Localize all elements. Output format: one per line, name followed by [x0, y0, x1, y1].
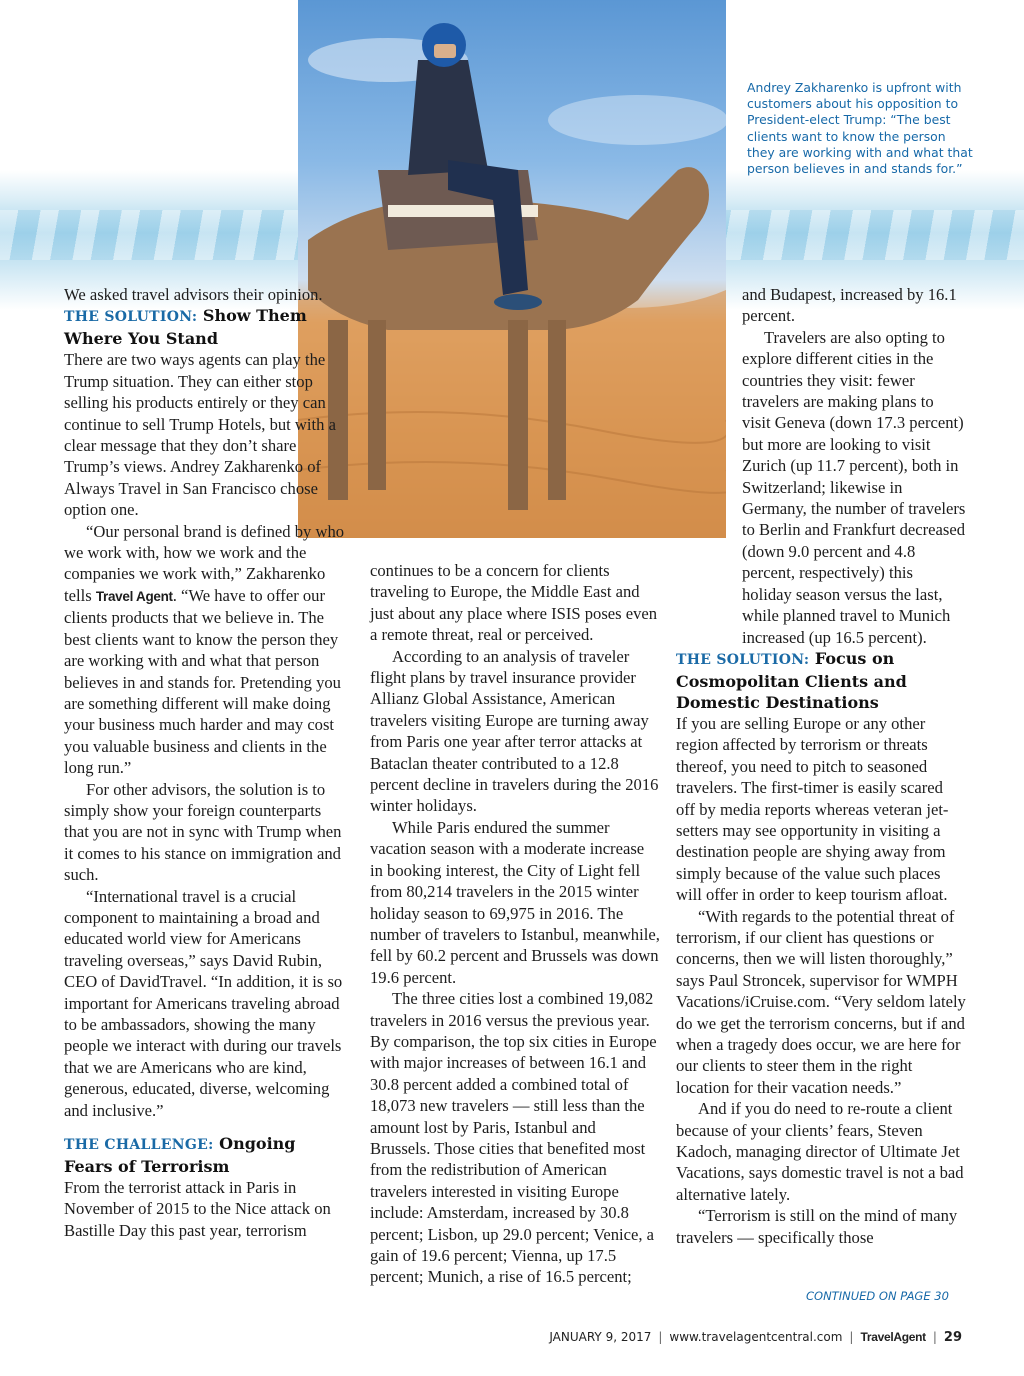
page-number: 29: [943, 1330, 962, 1345]
section-heading-cosmopolitan: THE SOLUTION: Focus on Cosmopolitan Clients and Domestic Destinations: [676, 648, 907, 712]
column-2: [370, 560, 660, 1288]
travel-agent-brand: Travel Agent: [95, 588, 173, 604]
paragraph: For other advisors, the solution is to simply show your foreign counterparts that you are not in sync with Trump when it comes to his stance on immigration and such.: [64, 779, 342, 885]
paragraph: “International travel is a crucial component to maintaining a broad and educated world view for Americans traveling overseas,” says David Rubin, CEO of DavidTravel. “In addition, it is so important for Americans traveling abroad to be ambassadors, showing the many people we interact with during our travels that we are Americans who are kind, generous, educated, diverse, welcoming and inclusive.”: [64, 886, 343, 1120]
page-footer: JANUARY 9, 2017 | www.travelagentcentral.com | TravelAgent | 29: [549, 1330, 962, 1345]
paragraph: “Terrorism is still on the mind of many travelers — specifically those: [676, 1206, 958, 1247]
continued-on-page: CONTINUED ON PAGE 30: [806, 1289, 949, 1303]
issue-date: JANUARY 9, 2017: [549, 1330, 652, 1344]
paragraph: “With regards to the potential threat of terrorism, if our client has questions or concerns, then we will listen thoroughly,” says Paul Stroncek, supervisor for WMPH Vacations/iCruise.com. “Very seldom lately do we get the terrorism concerns, but if and when a tragedy does occur, we are here for our clients to steer them in the right location for their vacation needs.”: [676, 906, 966, 1097]
column-1: [64, 284, 346, 1241]
paragraph: And if you do need to re-route a client because of your clients’ fears, Steven Kadoch, managing director of Ultimate Jet Vacations, says domestic travel is not a bad alternative lately.: [676, 1099, 964, 1204]
paragraph: The three cities lost a combined 19,082 travelers in 2016 versus the previous year. By comparison, the top six cities in Europe with major increases of between 16.1 and 30.8 percent added a combined total of 18,073 new travelers — still less than the amount lost by Paris, Istanbul and Brussels. Those cities that benefited most from the redistribution of American travelers interested in visiting Europe include: Amsterdam, increased by 30.8 percent; Lisbon, up 29.0 percent; Venice, a gain of 19.6 percent; Vienna, up 17.5 percent; Munich, a rise of 16.5 percent;: [370, 989, 657, 1287]
section-heading-challenge: THE CHALLENGE: Ongoing Fears of Terrorism: [64, 1134, 296, 1177]
paragraph: If you are selling Europe or any other region affected by terrorism or threats thereof, you need to pitch to seasoned travelers. The first-timer is easily scared off by media reports whereas veteran jet-setters may see opportunity in visiting a destination people are shying away from simply because of the value such places will offer in order to keep tourism afloat.: [676, 713, 949, 905]
paragraph: and Budapest, increased by 16.1 percent.: [742, 285, 957, 326]
paragraph: “Our personal brand is defined by who we work with, how we work and the companies we work with,” Zakharenko tells Travel Agent. “We have to offer our clients products that we believe in. The best clients want to know the person they are working with and what that person believes in and stands for. Pretending you are something different will make doing your business much harder and may cost you valuable business and clients in the long run.”: [64, 521, 345, 778]
paragraph: continues to be a concern for clients traveling to Europe, the Middle East and just about any place where ISIS poses even a remote threat, real or perceived.: [370, 561, 658, 645]
camel-rider-photo: [298, 0, 726, 538]
website-url: www.travelagentcentral.com: [669, 1330, 843, 1344]
photo-caption: Andrey Zakharenko is upfront with customers about his opposition to President-elect Trump: “The best clients want to know the person they are working with and what that person believes in and stands for.”: [747, 80, 973, 177]
intro-paragraph: We asked travel advisors their opinion.: [64, 285, 323, 304]
paragraph: While Paris endured the summer vacation season with a moderate increase in booking interest, the City of Light fell from 80,214 travelers in the 2015 winter holiday season to 69,975 in 2016. The number of travelers to Istanbul, meanwhile, fell by 60.2 percent and Brussels was down 19.6 percent.: [370, 817, 660, 987]
section-heading-show-them: THE SOLUTION: Show Them Where You Stand: [64, 306, 307, 349]
paragraph: Travelers are also opting to explore different cities in the countries they visit: fewer travelers are making plans to visit Geneva (down 17.3 percent) but more are looking to visit Zurich (up 11.7 percent), both in Switzerland; likewise in Germany, the number of travelers to Berlin and Frankfurt decreased (down 9.0 percent and 4.8 percent, respectively) this holiday season versus the last, while planned travel to Munich increased (up 16.5 percent).: [742, 327, 966, 647]
column-3: [676, 284, 966, 1248]
paragraph: There are two ways agents can play the Trump situation. They can either stop selling his products entirely or they can continue to sell Trump Hotels, but with a clear message that they don’t share Trump’s views. Andrey Zakharenko of Always Travel in San Francisco chose option one.: [64, 350, 336, 520]
paragraph: According to an analysis of traveler flight plans by travel insurance provider Allianz Global Assistance, American travelers visiting Europe are turning away from Paris one year after terror attacks at Bataclan theater contributed to a 12.8 percent decline in travelers during the 2016 winter holidays.: [370, 646, 659, 816]
paragraph: From the terrorist attack in Paris in November of 2015 to the Nice attack on Bastille Day this past year, terrorism: [64, 1178, 331, 1240]
magazine-brand: TravelAgent: [860, 1330, 926, 1344]
